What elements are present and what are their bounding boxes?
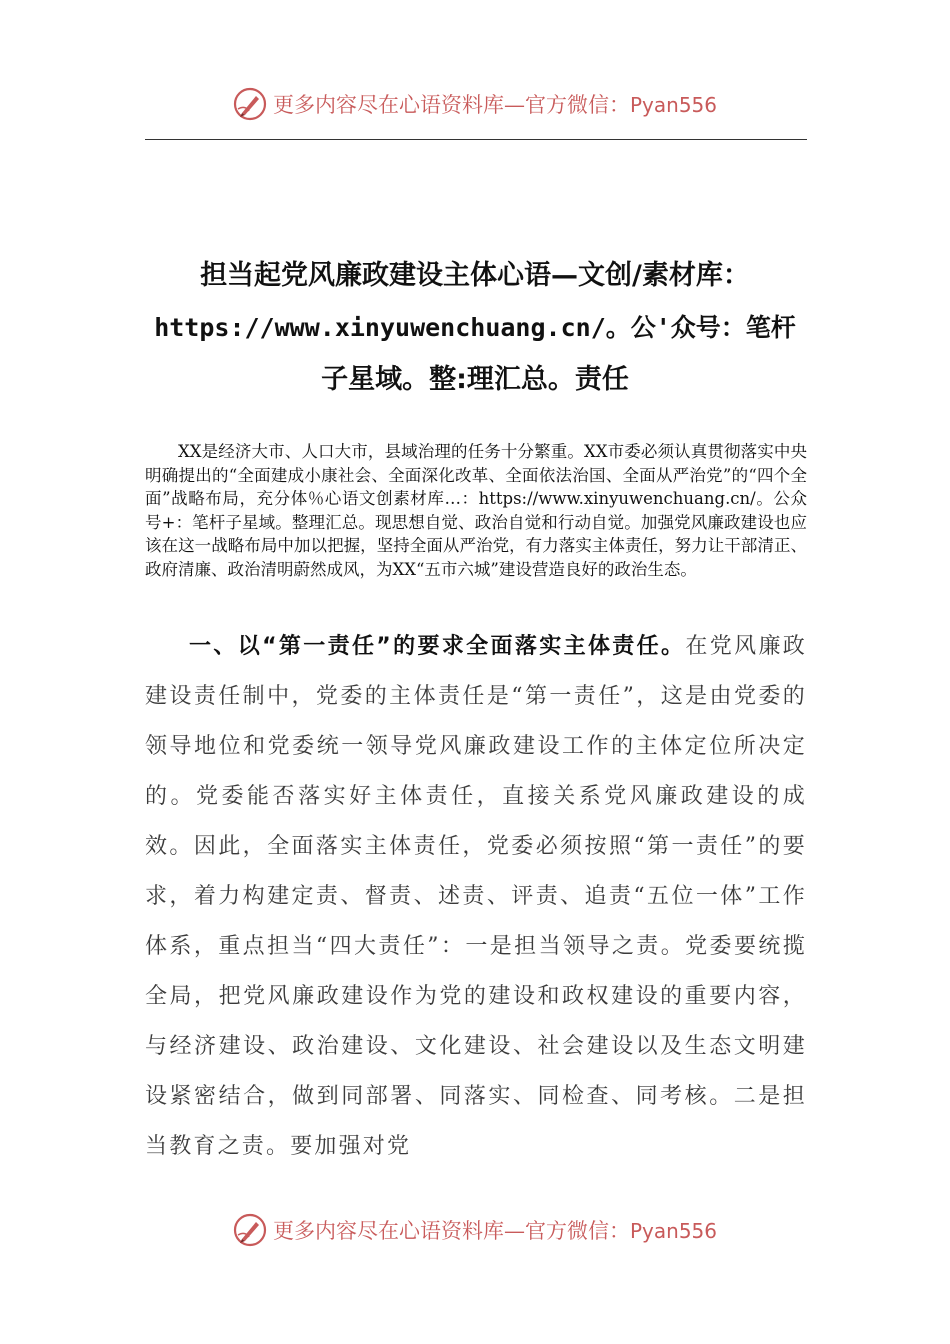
header-divider — [145, 139, 807, 140]
header-banner-text: 更多内容尽在心语资料库—官方微信：Pyan556 — [272, 93, 717, 117]
section-paragraph — [145, 622, 807, 1172]
footer-banner — [0, 1210, 950, 1250]
header-wechat-id: Pyan556 — [629, 93, 717, 117]
intro-paragraph: XX是经济大市、人口大市，县域治理的任务十分繁重。XX市委必须认真贯彻落实中央明确提出的“全面建成小康社会、全面深化改革、全面依法治国、全面从严治党”的“四个全面”战略布局，充分体％心语文创素材库…：https://www.xinyuwenchuang.cn/。公众号+：笔杆子星域。整理汇总。现思想自觉、政治自觉和行动自觉。加强党风廉政建设也应该在这一战略布局中加以把握，坚持全面从严治党，有力落实主体责任，努力让干部清正、政府清廉、政治清明蔚然成风，为XX“五市六城”建设营造良好的政治生态。 — [145, 442, 807, 579]
footer-banner-text: 更多内容尽在心语资料库—官方微信：Pyan556 — [272, 1219, 717, 1243]
pen-logo-icon — [233, 87, 267, 121]
pen-logo-icon — [233, 1213, 267, 1247]
section-heading: 一、以“第一责任”的要求全面落实主体责任。 — [189, 634, 686, 659]
footer-wechat-id: Pyan556 — [629, 1219, 717, 1243]
title-line-1: 担当起党风廉政建设主体心语—文创/素材库： — [200, 260, 750, 291]
section-body: 在党风廉政建设责任制中，党委的主体责任是“第一责任”，这是由党委的领导地位和党委统一领导党风廉政建设工作的主体定位所决定的。党委能否落实好主体责任，直接关系党风廉政建设的成效。因此，全面落实主体责任，党委必须按照“第一责任”的要求，着力构建定责、督责、述责、评责、追责“五位一体”工作体系，重点担当“四大责任”：一是担当领导之责。党委要统揽全局，把党风廉政建设作为党的建设和政权建设的重要内容，与经济建设、政治建设、文化建设、社会建设以及生态文明建设紧密结合，做到同部署、同落实、同检查、同考核。二是担当教育之责。要加强对党 — [145, 634, 807, 1159]
title-line-3: 子星域。整:理汇总。责任 — [321, 364, 629, 395]
title-line-2: https://www.xinyuwenchuang.cn/。公'众号：笔杆 — [154, 313, 796, 342]
document-title — [140, 250, 810, 406]
header-banner — [0, 84, 950, 124]
